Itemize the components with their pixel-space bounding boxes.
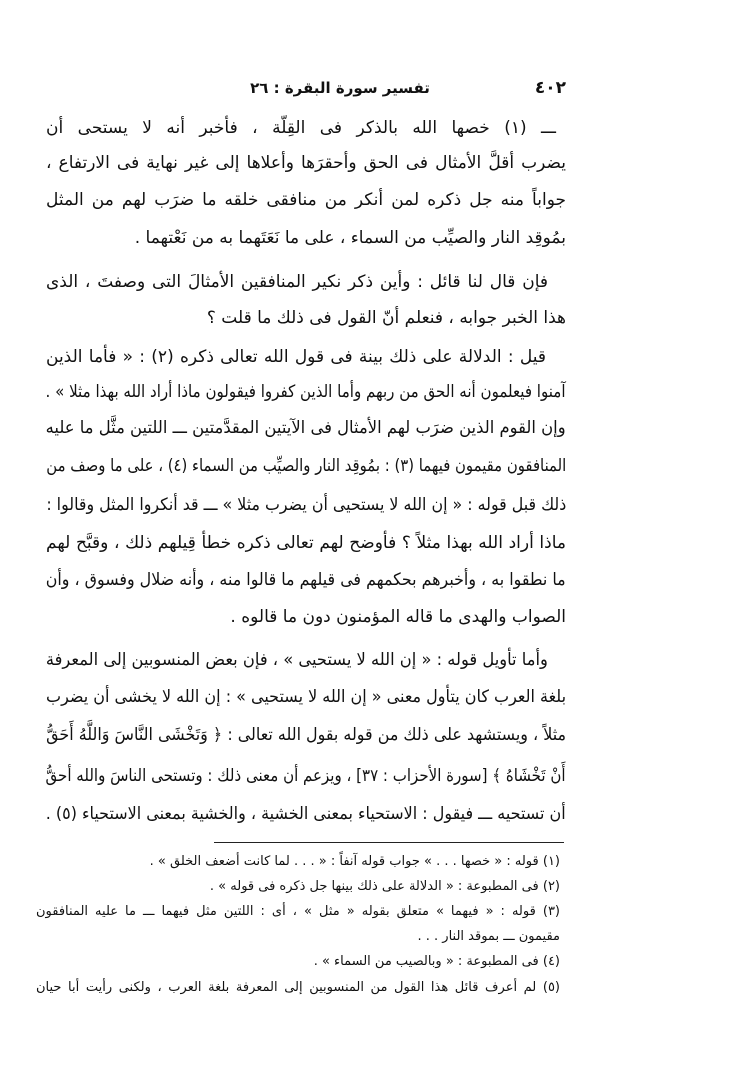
body-line [46, 303, 566, 333]
body-line-text: المنافقون مقيمون فيهما (٣) : بمُوقِد النار والصيِّب من السماء (٤) ، على ما وصف من [46, 456, 566, 476]
body-line-text: وإن القوم الذين ضرَب لهم الأمثال فى الآيتين المقدَّمتين ـــ اللتين مثَّل ما عليه [46, 418, 566, 438]
footnote-text: (٣) قوله : « فيهما » متعلق بقوله « مثل » ، أى : اللتين مثل فيهما ـــ ما عليه المنافقون [36, 904, 560, 919]
body-line [46, 185, 566, 215]
body-line [46, 113, 566, 143]
footnote-rule [214, 842, 564, 843]
body-line-text: قيل : الدلالة على ذلك بينة فى قول الله تعالى ذكره (٢) : « فأما الذين [46, 347, 546, 367]
footnote-line [36, 875, 560, 899]
body-line-text: بمُوقِد النار والصيِّب من السماء ، على ما نَعَتَهما به من نَعْتهما . [134, 228, 566, 248]
footnote-line [36, 950, 560, 974]
body-line-text: يضرب أقلَّ الأمثال فى الحق وأحقرَها وأعلاها إلى غير نهاية فى الارتفاع ، [46, 153, 566, 173]
body-line-text: آمنوا فيعلمون أنه الحق من ربهم وأما الذين كفروا فيقولون ماذا أراد الله بهذا مثلا » . [46, 382, 566, 402]
body-line [46, 602, 566, 632]
body-line-text: ـــ (١) خصها الله بالذكر فى القِلّة ، فأخبر أنه لا يستحى أن [46, 118, 556, 138]
footnote-text: (٥) لم أعرف قائل هذا القول من المنسوبين إلى المعرفة بلغة العرب ، ولكنى رأيت أبا حيان [36, 980, 560, 995]
footnote-text: (٤) فى المطبوعة : « وبالصيب من السماء » . [313, 954, 560, 969]
footnote-text: (١) قوله : « خصها . . . » جواب قوله آنفاً : « . . . لما كانت أضعف الخلق » . [149, 854, 560, 869]
body-line [46, 413, 566, 443]
body-line [46, 342, 566, 372]
body-line-text: أن تستحيه ـــ فيقول : الاستحياء بمعنى الخشية ، والخشية بمعنى الاستحياء (٥) . [46, 804, 567, 824]
footnote-line [36, 850, 560, 874]
body-line [46, 682, 566, 712]
body-line [46, 761, 566, 791]
running-title: تفسير سورة البقرة : ٢٦ [250, 79, 430, 97]
body-line [46, 799, 566, 829]
body-line-text: بلغة العرب كان يتأول معنى « إن الله لا يستحيى » : إن الله لا يخشى أن يضرب [46, 687, 566, 707]
body-line [46, 490, 566, 520]
body-line-text: ما نطقوا به ، وأخبرهم بحكمهم فى قيلهم ما قالوا منه ، وأنه ضلال وفسوق ، وأن [46, 570, 566, 590]
footnote-line [36, 900, 560, 924]
body-line [46, 148, 566, 178]
footnote-text: مقيمون ـــ بموقد النار . . . [417, 929, 560, 944]
body-line-text: مثلاً ، ويستشهد على ذلك من قوله بقول الله تعالى : ﴿ وَتَخْشَى النَّاسَ وَاللَّهُ أَحَقُّ [46, 725, 566, 745]
body-line [46, 223, 566, 253]
body-line-text: وأما تأويل قوله : « إن الله لا يستحيى » ، فإن بعض المنسوبين إلى المعرفة [46, 650, 548, 670]
footnote-line [36, 976, 560, 1000]
body-line-text: أَنْ تَخْشَاهُ ﴾ [سورة الأحزاب : ٣٧] ، ويزعم أن معنى ذلك : وتستحى الناسَ والله أحقُّ [46, 766, 566, 786]
body-line-text: جواباً منه جل ذكره لمن أنكر من منافقى خلقه ما ضرَب لهم من المثل [46, 190, 566, 210]
body-line [46, 267, 566, 297]
body-line [46, 720, 566, 750]
body-line [46, 645, 566, 675]
body-line [46, 451, 566, 481]
body-line [46, 565, 566, 595]
footnote-text: (٢) فى المطبوعة : « الدلالة على ذلك بينها جل ذكره فى قوله » . [209, 879, 560, 894]
body-line-text: الصواب والهدى ما قاله المؤمنون دون ما قالوه . [230, 607, 566, 627]
body-line-text: ذلك قبل قوله : « إن الله لا يستحيى أن يضرب مثلا » ـــ قد أنكروا المثل وقالوا : [46, 495, 566, 515]
footnote-line [36, 925, 560, 949]
body-line [46, 528, 566, 558]
body-line-text: فإن قال لنا قائل : وأين ذكر نكير المنافقين الأمثالَ التى وصفتَ ، الذى [46, 272, 548, 292]
body-line-text: ماذا أراد الله بهذا مثلاً ؟ فأوضح لهم تعالى ذكره خطأ قِيلهم ذلك ، وقبَّح لهم [46, 533, 566, 553]
body-line-text: هذا الخبر جوابه ، فنعلم أنّ القول فى ذلك ما قلت ؟ [206, 308, 566, 328]
page-number: ٤٠٢ [534, 78, 566, 98]
body-line [46, 377, 566, 407]
